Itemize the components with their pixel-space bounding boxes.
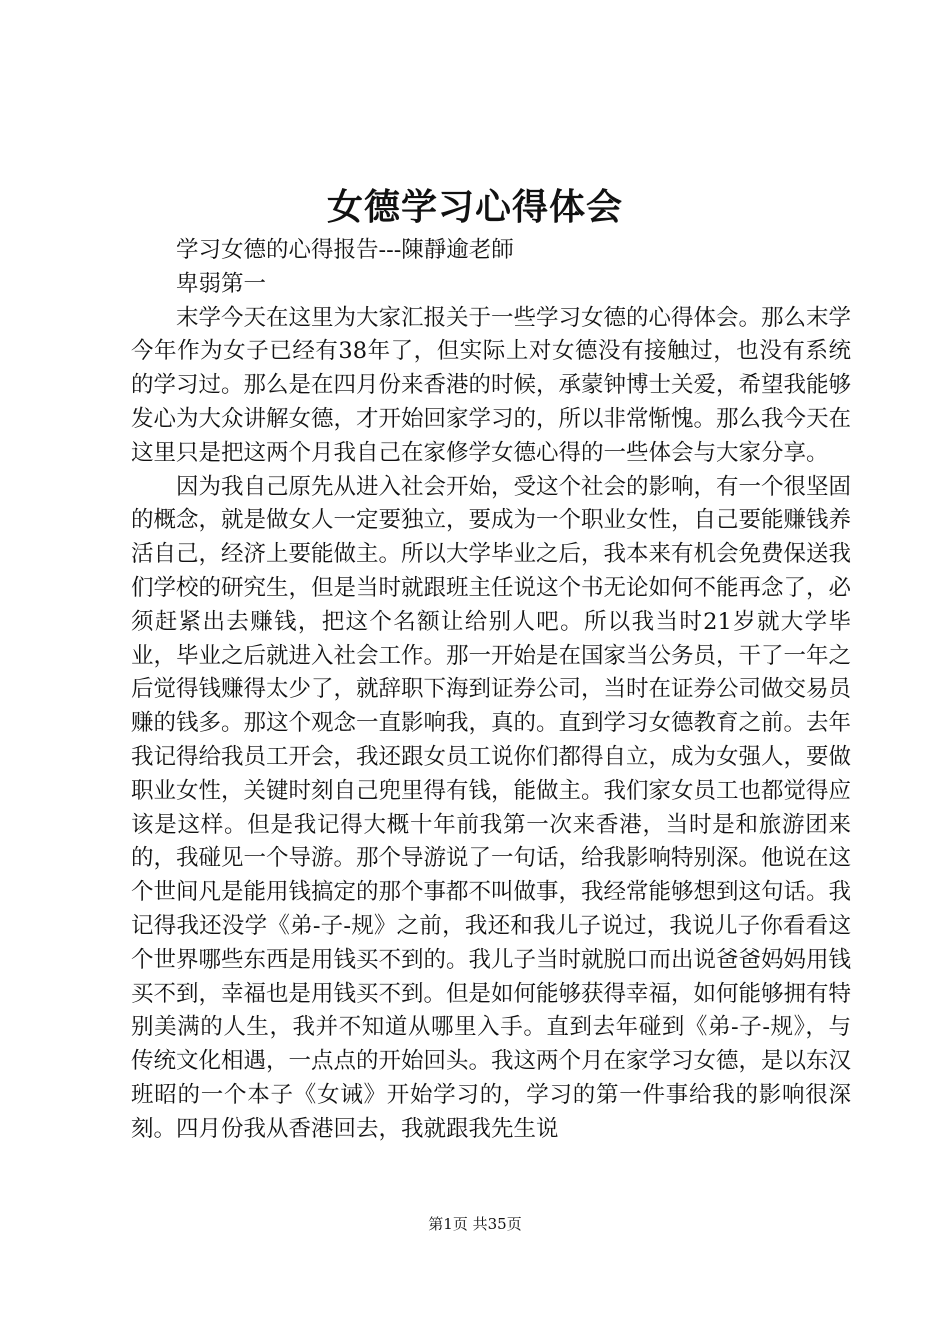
document-body	[131, 234, 851, 1147]
subtitle-line: 学习女德的心得报告---陳靜逾老師	[176, 237, 514, 263]
section-heading: 卑弱第一	[176, 270, 267, 297]
page-number-footer: 第1页 共35页	[428, 1215, 522, 1233]
body-paragraph: 因为我自己原先从进入社会开始，受这个社会的影响，有一个很坚固的概念，就是做女人一定要独立，要成为一个职业女性，自己要能赚钱养活自己，经济上要能做主。所以大学毕业之后，我本来有机会免费保送我们学校的研究生，但是当时就跟班主任说这个书无论如何不能再念了，必须赶紧出去赚钱，把这个名额让给别人吧。所以我当时21岁就大学毕业，毕业之后就进入社会工作。那一开始是在国家当公务员，干了一年之后觉得钱赚得太少了，就辞职下海到证券公司，当时在证券公司做交易员赚的钱多。那这个观念一直影响我，真的。直到学习女德教育之前。去年我记得给我员工开会，我还跟女员工说你们都得自立，成为女强人，要做职业女性，关键时刻自己兜里得有钱，能做主。我们家女员工也都觉得应该是这样。但是我记得大概十年前我第一次来香港，当时是和旅游团来的，我碰见一个导游。那个导游说了一句话，给我影响特别深。他说在这个世间凡是能用钱搞定的那个事都不叫做事，我经常能够想到这句话。我记得我还没学《弟-子-规》之前，我还和我儿子说过，我说儿子你看看这个世界哪些东西是用钱买不到的。我儿子当时就脱口而出说爸爸妈妈用钱买不到，幸福也是用钱买不到。但是如何能够获得幸福，如何能够拥有特别美满的人生，我并不知道从哪里入手。直到去年碰到《弟-子-规》，与传统文化相遇，一点点的开始回头。我这两个月在家学习女德，是以东汉班昭的一个本子《女诫》开始学习的，学习的第一件事给我的影响很深刻。四月份我从香港回去，我就跟我先生说	[131, 473, 852, 1142]
document-title: 女德学习心得体会	[326, 186, 623, 228]
body-paragraph: 末学今天在这里为大家汇报关于一些学习女德的心得体会。那么末学今年作为女子已经有38年了，但实际上对女德没有接触过，也没有系统的学习过。那么是在四月份来香港的时候，承蒙钟博士关爱，希望我能够发心为大众讲解女德，才开始回家学习的，所以非常惭愧。那么我今天在这里只是把这两个月我自己在家修学女德心得的一些体会与大家分享。	[131, 304, 852, 466]
